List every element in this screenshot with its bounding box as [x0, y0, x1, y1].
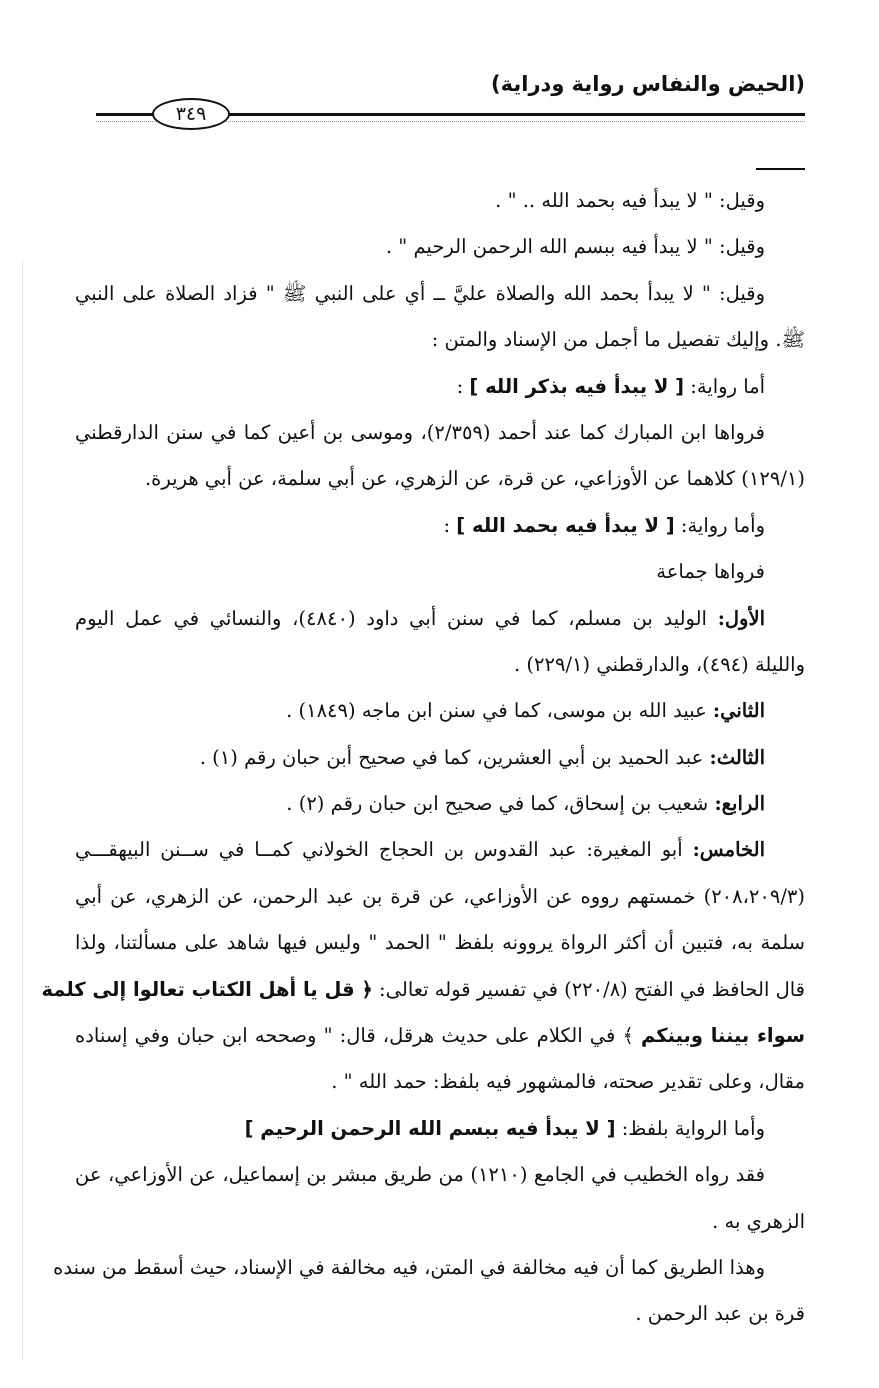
running-title: (الحيض والنفاس رواية ودراية): [491, 72, 805, 96]
text-line: [75, 781, 805, 827]
text-span: (١٢٩/١) كلاهما عن الأوزاعي، عن قرة، عن الزهري، عن أبي سلمة، عن أبي هريرة.: [144, 467, 805, 491]
text-line: [53, 1245, 805, 1291]
body-text: [41, 178, 805, 1338]
text-span: والليلة (٤٩٤)، والدارقطني (٢٢٩/١) .: [514, 652, 805, 676]
text-line: [75, 735, 805, 781]
text-span: :: [443, 513, 457, 537]
page-number: ٣٤٩: [152, 98, 230, 130]
text-span: أبو المغيرة: عبد القدوس بن الحجاج الخولاني كمــا في ســنن البيهقـــي: [75, 838, 693, 862]
text-line: [75, 271, 805, 317]
text-span: قال الحافظ في الفتح (٢٢٠/٨) في تفسير قوله تعالى:: [372, 977, 805, 1001]
text-span: (٢٠٨،٢٠٩/٣) خمستهم رووه عن الأوزاعي، عن قرة بن عبد الرحمن، عن الزهري، عن أبي: [75, 884, 805, 908]
list-label: الرابع:: [714, 792, 765, 816]
text-span: :: [456, 374, 470, 398]
text-line: [75, 456, 805, 502]
text-span: الزهري به .: [712, 1209, 805, 1233]
text-span: مقال، وعلى تقدير صحته، فالمشهور فيه بلفظ: حمد الله " .: [331, 1070, 805, 1094]
text-span: عبيد الله بن موسى، كما في سنن ابن ماجه (١٨٤٩) .: [286, 699, 713, 723]
text-span: سلمة به، فتبين أن أكثر الرواة يروونه بلفظ " الحمد " وليس فيها شاهد على مسألتنا، ولذا: [75, 931, 805, 955]
quoted-text: [ لا يبدأ فيه بذكر الله ]: [469, 374, 685, 398]
text-span: فرواها جماعة: [656, 560, 765, 584]
text-line: [75, 874, 805, 920]
text-line: [75, 410, 805, 456]
scan-margin-line: [22, 260, 23, 1360]
text-span: الوليد بن مسلم، كما في سنن أبي داود (٤٨٤٠)، والنسائي في عمل اليوم: [75, 606, 718, 630]
text-line: [75, 364, 805, 410]
quoted-text: [ لا يبدأ فيه ببسم الله الرحمن الرحيم ]: [244, 1116, 616, 1140]
text-line: [75, 178, 805, 224]
text-line: [75, 920, 805, 966]
text-span: وأما الرواية بلفظ:: [615, 1116, 765, 1140]
list-label: الثاني:: [712, 699, 765, 723]
text-line: [75, 317, 805, 363]
text-line: [75, 1199, 805, 1245]
footnote-separator: [756, 168, 805, 170]
text-span: وأما رواية:: [674, 513, 765, 537]
text-line: [75, 224, 805, 270]
text-line: [75, 688, 805, 734]
quoted-text: [ لا يبدأ فيه بحمد الله ]: [456, 513, 675, 537]
text-line: [75, 1013, 805, 1059]
text-line: [75, 1059, 805, 1105]
list-label: الخامس:: [692, 838, 765, 862]
text-span: فقد رواه الخطيب في الجامع (١٢١٠) من طريق مبشر بن إسماعيل، عن الأوزاعي، عن: [75, 1163, 765, 1187]
text-span: قرة بن عبد الرحمن .: [635, 1302, 805, 1326]
text-line: [75, 827, 805, 873]
list-label: الأول:: [717, 606, 766, 630]
text-line: [75, 642, 805, 688]
text-span: فرواها ابن المبارك كما عند أحمد (٢/٣٥٩)، وموسى بن أعين كما في سنن الدارقطني: [75, 420, 765, 444]
text-line: [75, 1106, 805, 1152]
text-line: [75, 503, 805, 549]
text-span: وهذا الطريق كما أن فيه مخالفة في المتن، فيه مخالفة في الإسناد، حيث أسقط من سنده: [53, 1255, 765, 1279]
text-span: وقيل: " لا يبدأ بحمد الله والصلاة عليَّ ــ أي على النبي ﷺ " فزاد الصلاة على النبي: [75, 281, 765, 305]
text-line: [75, 596, 805, 642]
text-line: [75, 1152, 805, 1198]
text-span: ﴾ في الكلام على حديث هرقل، قال: " وصححه ابن حبان وفي إسناده: [75, 1024, 641, 1048]
quoted-text: ﴿ قل يا أهل الكتاب تعالوا إلى كلمة: [41, 977, 373, 1001]
quoted-text: سواء بيننا وبينكم: [641, 1024, 805, 1048]
text-span: وقيل: " لا يبدأ فيه ببسم الله الرحمن الرحيم " .: [385, 235, 765, 259]
list-label: الثالث:: [709, 745, 765, 769]
text-line: [75, 1291, 805, 1337]
text-span: ﷺ. وإليك تفصيل ما أجمل من الإسناد والمتن :: [431, 328, 805, 352]
text-span: أما رواية:: [684, 374, 765, 398]
text-line: [75, 549, 805, 595]
text-span: عبد الحميد بن أبي العشرين، كما في صحيح أبن حبان رقم (١) .: [199, 745, 710, 769]
text-span: شعيب بن إسحاق، كما في صحيح ابن حبان رقم (٢) .: [286, 792, 715, 816]
text-line: [41, 967, 805, 1013]
text-span: وقيل: " لا يبدأ فيه بحمد الله .. " .: [495, 189, 765, 212]
